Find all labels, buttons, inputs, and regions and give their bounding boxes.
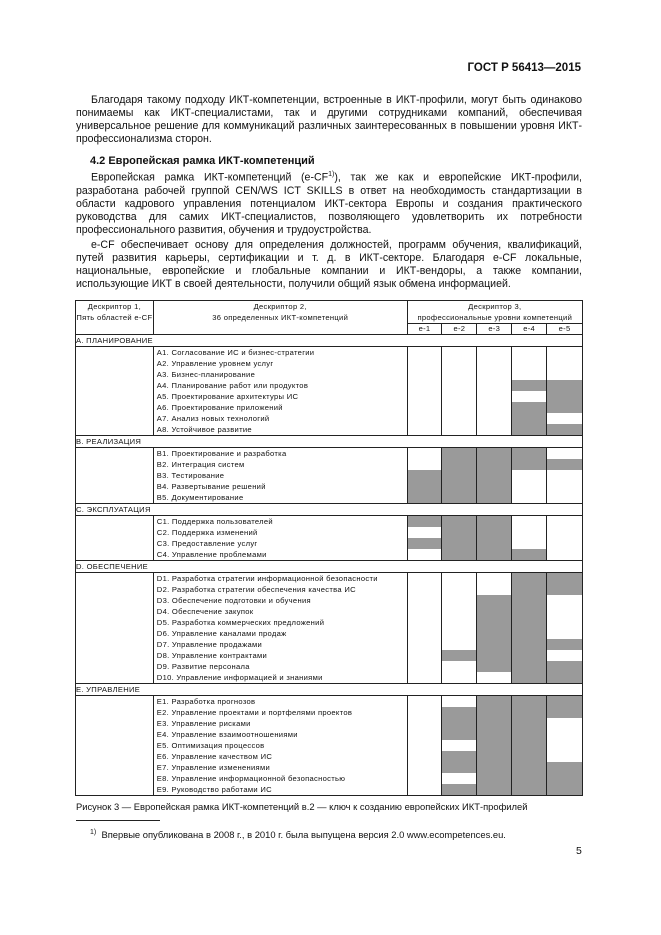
level-coverage-mark	[477, 470, 511, 481]
level-column-cell	[407, 347, 442, 436]
competence-item: D2. Разработка стратегии обеспечения качества ИС	[156, 585, 356, 594]
footnote-separator	[76, 820, 160, 821]
competence-item: E7. Управление изменениями	[156, 763, 271, 772]
competence-item: C1. Поддержка пользователей	[156, 517, 273, 526]
level-coverage-mark	[477, 650, 511, 661]
level-column-cell	[442, 516, 477, 561]
competence-item: C2. Поддержка изменений	[156, 528, 258, 537]
level-column-cell	[477, 696, 512, 796]
section-heading: 4.2 Европейская рамка ИКТ-компетенций	[90, 155, 315, 167]
paragraph-2: Европейская рамка ИКТ-компетенций (e-CF$^{1)}$), так же как и европейские ИКТ-профили, разработана рабочей группой CEN/WS ICT SKILLS в ответ на необходимость стандартизации в области кадрового управления потенциалом ИКТ-сектора Европы и создания практического руководства для самих ИКТ-специалистов, позволяющего удовлетворить их потребности профессионального развития, обучения и трудоустройства.	[76, 171, 582, 236]
level-coverage-mark	[477, 639, 511, 650]
level-coverage-mark	[512, 696, 546, 707]
level-column-cell	[442, 696, 477, 796]
level-coverage-mark	[408, 470, 442, 481]
level-coverage-mark	[547, 773, 582, 784]
level-coverage-mark	[512, 413, 546, 424]
level-header: e-1	[407, 324, 442, 335]
level-column-cell	[407, 448, 442, 504]
competence-item: E2. Управление проектами и портфелями проектов	[156, 708, 353, 717]
level-coverage-mark	[547, 707, 582, 718]
level-column-cell	[547, 573, 583, 684]
level-column-cell	[477, 448, 512, 504]
level-coverage-mark	[547, 380, 582, 391]
level-column-cell	[512, 448, 547, 504]
level-coverage-mark	[512, 606, 546, 617]
competence-list	[153, 448, 407, 504]
level-coverage-mark	[477, 740, 511, 751]
level-coverage-mark	[512, 402, 546, 413]
competence-item: A2. Управление уровнем услуг	[156, 359, 274, 368]
level-coverage-mark	[512, 707, 546, 718]
level-coverage-mark	[477, 751, 511, 762]
level-coverage-mark	[547, 661, 582, 672]
area-blank-cell	[76, 448, 154, 504]
level-coverage-mark	[477, 661, 511, 672]
level-coverage-mark	[512, 740, 546, 751]
competence-item: A5. Проектирование архитектуры ИС	[156, 392, 299, 401]
level-coverage-mark	[512, 459, 546, 470]
competence-item: A8. Устойчивое развитие	[156, 425, 252, 434]
level-coverage-mark	[512, 661, 546, 672]
level-coverage-mark	[477, 762, 511, 773]
level-coverage-mark	[512, 751, 546, 762]
level-coverage-mark	[442, 729, 476, 740]
level-coverage-mark	[442, 448, 476, 459]
level-coverage-mark	[408, 481, 442, 492]
competence-item: B2. Интеграция систем	[156, 460, 245, 469]
level-coverage-mark	[477, 718, 511, 729]
area-blank-cell	[76, 347, 154, 436]
level-coverage-mark	[477, 538, 511, 549]
competence-item: A6. Проектирование приложений	[156, 403, 283, 412]
level-coverage-mark	[512, 773, 546, 784]
competence-item: D9. Развитие персонала	[156, 662, 250, 671]
competence-item: D5. Разработка коммерческих предложений	[156, 618, 325, 627]
level-coverage-mark	[512, 617, 546, 628]
level-coverage-mark	[442, 481, 476, 492]
level-coverage-mark	[477, 784, 511, 795]
level-coverage-mark	[547, 696, 582, 707]
level-coverage-mark	[547, 784, 582, 795]
level-coverage-mark	[512, 595, 546, 606]
competence-item: A4. Планирование работ или продуктов	[156, 381, 309, 390]
competence-list	[153, 573, 407, 684]
level-coverage-mark	[477, 527, 511, 538]
competence-item: D1. Разработка стратегии информационной безопасности	[156, 574, 378, 583]
competence-item: B5. Документирование	[156, 493, 244, 502]
level-coverage-mark	[408, 516, 442, 527]
level-column-cell	[512, 347, 547, 436]
competence-item: B3. Тестирование	[156, 471, 225, 480]
competence-item: E6. Управление качеством ИС	[156, 752, 273, 761]
level-coverage-mark	[442, 751, 476, 762]
level-column-cell	[477, 573, 512, 684]
level-coverage-mark	[477, 459, 511, 470]
level-coverage-mark	[512, 573, 546, 584]
footnote-ref: 1)	[328, 171, 335, 178]
level-coverage-mark	[442, 784, 476, 795]
level-column-cell	[442, 573, 477, 684]
level-coverage-mark	[477, 707, 511, 718]
level-coverage-mark	[512, 650, 546, 661]
level-coverage-mark	[512, 718, 546, 729]
level-coverage-mark	[442, 718, 476, 729]
competence-item: E1. Разработка прогнозов	[156, 697, 256, 706]
level-coverage-mark	[442, 707, 476, 718]
level-header: e-2	[442, 324, 477, 335]
level-coverage-mark	[442, 470, 476, 481]
competence-item: D10. Управление информацией и знаниями	[156, 673, 323, 682]
level-coverage-mark	[512, 549, 546, 560]
level-coverage-mark	[477, 617, 511, 628]
level-coverage-mark	[477, 628, 511, 639]
level-column-cell	[512, 516, 547, 561]
competence-item: C3. Предоставление услуг	[156, 539, 258, 548]
level-coverage-mark	[547, 672, 582, 683]
paragraph-3: e-CF обеспечивает основу для определения должностей, программ обучения, квалификаций, путей развития карьеры, сертификации и т. д. в ИКТ-секторе. Благодаря e-CF локальные, национальные, европейские и глобальные компании и ИКТ-вендоры, а также компании, использующие ИКТ в своей деятельности, получили общий язык обмена информацией.	[76, 239, 582, 290]
level-column-cell	[407, 516, 442, 561]
section-title: E. УПРАВЛЕНИЕ	[76, 684, 583, 696]
level-coverage-mark	[477, 729, 511, 740]
figure-caption: Рисунок 3 — Европейская рамка ИКТ-компетенций в.2 — ключ к созданию европейских ИКТ-профилей	[76, 801, 528, 812]
document-header: ГОСТ Р 56413—2015	[467, 62, 581, 74]
level-coverage-mark	[477, 516, 511, 527]
level-coverage-mark	[547, 639, 582, 650]
level-coverage-mark	[512, 628, 546, 639]
paragraph-1: Благодаря такому подходу ИКТ-компетенции, встроенные в ИКТ-профили, могут быть одинаково понимаемы как ИКТ-специалистами, так и другими сотрудниками компаний, обеспечивая универсальное решение для коммуникаций различных заинтересованных в повышении уровня ИКТ-профессионализма сторон.	[76, 94, 582, 145]
level-column-cell	[547, 448, 583, 504]
page-number: 5	[576, 845, 582, 857]
level-coverage-mark	[477, 448, 511, 459]
competence-list	[153, 347, 407, 436]
level-coverage-mark	[547, 762, 582, 773]
level-coverage-mark	[512, 762, 546, 773]
level-coverage-mark	[477, 696, 511, 707]
competence-item: E4. Управление взаимоотношениями	[156, 730, 298, 739]
level-coverage-mark	[442, 538, 476, 549]
level-coverage-mark	[512, 448, 546, 459]
footnote: $^{1)}$ Впервые опубликована в 2008 г., в 2010 г. была выпущена версия 2.0 www.ecompetences.eu.	[90, 829, 506, 841]
competence-item: B4. Развертывание решений	[156, 482, 266, 491]
level-coverage-mark	[442, 492, 476, 503]
level-coverage-mark	[547, 391, 582, 402]
competence-item: D8. Управление контрактами	[156, 651, 268, 660]
competence-item: E3. Управление рисками	[156, 719, 251, 728]
level-coverage-mark	[477, 549, 511, 560]
level-coverage-mark	[442, 762, 476, 773]
descriptor-1-header: Дескриптор 1, Пять областей e-CF	[76, 301, 154, 335]
competence-item: B1. Проектирование и разработка	[156, 449, 287, 458]
descriptor-3-header: Дескриптор 3, профессиональные уровни компетенций	[407, 301, 582, 324]
level-column-cell	[407, 696, 442, 796]
ecf-framework-table	[75, 300, 583, 796]
competence-item: D4. Обеспечение закупок	[156, 607, 254, 616]
section-title: A. ПЛАНИРОВАНИЕ	[76, 335, 583, 347]
level-column-cell	[477, 516, 512, 561]
competence-list	[153, 696, 407, 796]
level-coverage-mark	[512, 729, 546, 740]
level-column-cell	[442, 347, 477, 436]
level-column-cell	[547, 347, 583, 436]
competence-item: A7. Анализ новых технологий	[156, 414, 270, 423]
level-coverage-mark	[477, 481, 511, 492]
competence-item: D7. Управление продажами	[156, 640, 263, 649]
level-coverage-mark	[442, 516, 476, 527]
level-coverage-mark	[477, 773, 511, 784]
level-column-cell	[512, 573, 547, 684]
level-coverage-mark	[442, 650, 476, 661]
section-title: C. ЭКСПЛУАТАЦИЯ	[76, 504, 583, 516]
level-coverage-mark	[512, 784, 546, 795]
area-blank-cell	[76, 516, 154, 561]
level-column-cell	[547, 516, 583, 561]
level-coverage-mark	[547, 584, 582, 595]
competence-item: D6. Управление каналами продаж	[156, 629, 287, 638]
level-coverage-mark	[477, 606, 511, 617]
competence-item: D3. Обеспечение подготовки и обучения	[156, 596, 311, 605]
competence-item: A1. Согласование ИС и бизнес-стратегии	[156, 348, 315, 357]
level-coverage-mark	[547, 424, 582, 435]
competence-item: C4. Управление проблемами	[156, 550, 267, 559]
competence-list	[153, 516, 407, 561]
level-column-cell	[547, 696, 583, 796]
level-coverage-mark	[408, 492, 442, 503]
level-coverage-mark	[408, 538, 442, 549]
level-coverage-mark	[547, 459, 582, 470]
competence-item: E8. Управление информационной безопасностью	[156, 774, 346, 783]
level-column-cell	[407, 573, 442, 684]
competence-item: E9. Руководство работами ИС	[156, 785, 272, 794]
level-column-cell	[512, 696, 547, 796]
level-coverage-mark	[512, 584, 546, 595]
level-header: e-4	[512, 324, 547, 335]
level-coverage-mark	[512, 639, 546, 650]
level-header: e-3	[477, 324, 512, 335]
level-coverage-mark	[547, 402, 582, 413]
level-coverage-mark	[442, 459, 476, 470]
level-coverage-mark	[512, 424, 546, 435]
level-coverage-mark	[442, 527, 476, 538]
level-coverage-mark	[477, 595, 511, 606]
level-coverage-mark	[512, 672, 546, 683]
level-coverage-mark	[477, 492, 511, 503]
area-blank-cell	[76, 573, 154, 684]
area-blank-cell	[76, 696, 154, 796]
level-coverage-mark	[512, 380, 546, 391]
level-column-cell	[442, 448, 477, 504]
section-title: D. ОБЕСПЕЧЕНИЕ	[76, 561, 583, 573]
level-coverage-mark	[442, 549, 476, 560]
section-title: B. РЕАЛИЗАЦИЯ	[76, 436, 583, 448]
competence-item: A3. Бизнес-планирование	[156, 370, 256, 379]
competence-item: E5. Оптимизация процессов	[156, 741, 265, 750]
level-header: e-5	[547, 324, 583, 335]
level-column-cell	[477, 347, 512, 436]
descriptor-2-header: Дескриптор 2, 36 определенных ИКТ-компетенций	[153, 301, 407, 335]
level-coverage-mark	[547, 573, 582, 584]
